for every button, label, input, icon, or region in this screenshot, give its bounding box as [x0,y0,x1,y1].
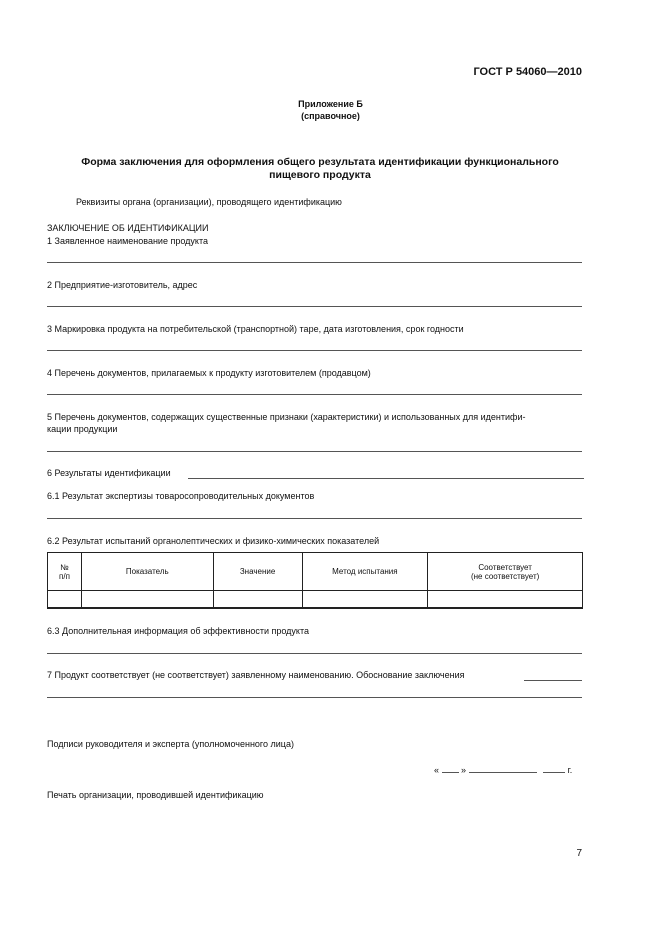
item-4-fill-line [47,394,582,395]
item-6-label: 6 Результаты идентификации [47,468,171,478]
item-7-label: 7 Продукт соответствует (не соответствует) заявленному наименованию. Обоснование заключения [47,670,465,680]
table-header-row [48,553,583,591]
date-close-quote: » [461,765,467,775]
item-2-label: 2 Предприятие-изготовитель, адрес [47,280,198,290]
item-1-label: 1 Заявленное наименование продукта [47,236,208,246]
table-row [48,591,583,608]
item-2-fill-line [47,306,582,307]
item-5-fill-line [47,451,582,452]
item-1-fill-line [47,262,582,263]
item-5-label-line1: 5 Перечень документов, содержащих существенные признаки (характеристики) и использованных для идентифи- [47,412,526,422]
item-7-inline-fill-line [524,680,582,681]
form-title-line1: Форма заключения для оформления общего результата идентификации функционального [81,156,559,168]
item-6-3-fill-line [47,653,582,654]
table-cell [428,591,583,608]
conclusion-heading: ЗАКЛЮЧЕНИЕ ОБ ИДЕНТИФИКАЦИИ [47,223,209,233]
col-header-method: Метод испытания [302,553,428,591]
requisites-label: Реквизиты органа (организации), проводящего идентификацию [76,197,342,207]
col-header-value: Значение [213,553,302,591]
month-blank [469,772,537,773]
annex-title [0,98,661,122]
col-header-compliance-line2: (не соответствует) [470,571,540,581]
item-3-fill-line [47,350,582,351]
item-6-2-label: 6.2 Результат испытаний органолептических и физико-химических показателей [47,536,380,546]
date-open-quote: « [434,765,440,775]
page-number: 7 [576,848,582,859]
col-header-number-line1: № [60,562,69,572]
table-cell [213,591,302,608]
col-header-number-line2: п/п [59,571,70,581]
item-6-fill-line [188,478,584,479]
form-title [50,156,590,182]
item-5-label-line2: кации продукции [47,424,118,434]
col-header-indicator: Показатель [81,553,213,591]
item-4-label: 4 Перечень документов, прилагаемых к продукту изготовителем (продавцом) [47,368,371,378]
item-6-1-label: 6.1 Результат экспертизы товаросопроводительных документов [47,491,315,501]
item-6-3-label: 6.3 Дополнительная информация об эффективности продукта [47,626,309,636]
table-cell [81,591,213,608]
col-header-compliance [428,553,583,591]
col-header-compliance-line1: Соответствует [478,562,532,572]
table-cell [302,591,428,608]
date-year-suffix: г. [567,765,573,775]
year-blank [543,772,565,773]
annex-type: (справочное) [301,111,360,121]
signatures-label: Подписи руководителя и эксперта (уполномоченного лица) [47,739,294,749]
annex-label: Приложение Б [298,99,363,109]
item-3-label: 3 Маркировка продукта на потребительской (транспортной) таре, дата изготовления, срок годности [47,324,464,334]
date-line [434,765,584,776]
results-table [47,552,583,609]
day-blank [442,772,459,773]
seal-label: Печать организации, проводившей идентификацию [47,790,264,800]
item-6-1-fill-line [47,518,582,519]
table-cell [48,591,82,608]
document-code: ГОСТ Р 54060—2010 [473,66,582,78]
item-7-fill-line [47,697,582,698]
form-title-line2: пищевого продукта [269,169,371,181]
col-header-number [48,553,82,591]
